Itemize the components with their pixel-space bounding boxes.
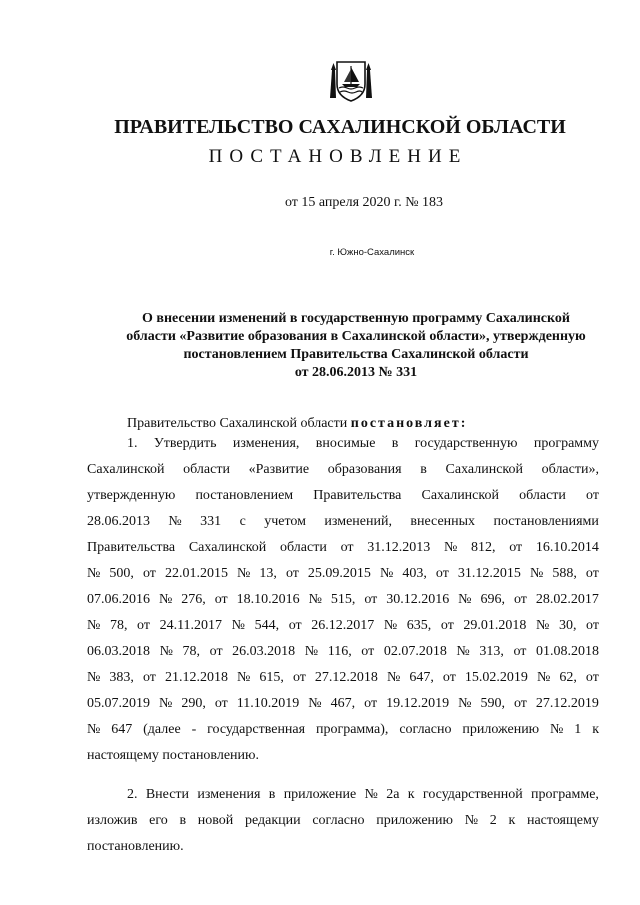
paragraph-line: Сахалинской области «Развитие образования в Сахалинской области», [87, 462, 599, 477]
paragraph-line: 28.06.2013 № 331 с учетом изменений, внесенных постановлениями [87, 514, 599, 529]
coat-of-arms-icon [328, 58, 374, 104]
paragraph-line: изложив его в новой редакции согласно приложению № 2 к настоящему [87, 813, 599, 828]
paragraph-line: 1. Утвердить изменения, вносимые в государственную программу [127, 436, 599, 451]
paragraph-line: № 78, от 24.11.2017 № 544, от 26.12.2017 № 635, от 29.01.2018 № 30, от [87, 618, 599, 633]
paragraph-line: 2. Внести изменения в приложение № 2а к государственной программе, [127, 787, 599, 802]
paragraph-1 [87, 431, 599, 769]
paragraph-line: № 500, от 22.01.2015 № 13, от 25.09.2015 № 403, от 31.12.2015 № 588, от [87, 566, 599, 581]
document-city: г. Южно-Сахалинск [329, 247, 415, 258]
resolution-intro [127, 416, 467, 432]
paragraph-line: 07.06.2016 № 276, от 18.10.2016 № 515, от 30.12.2016 № 696, от 28.02.2017 [87, 592, 599, 607]
document-subject [100, 310, 612, 382]
intro-keyword: постановляет: [350, 416, 468, 431]
paragraph-line: Правительства Сахалинской области от 31.12.2013 № 812, от 16.10.2014 [87, 540, 599, 555]
paragraph-line: настоящему постановлению. [87, 748, 259, 763]
subject-line: О внесении изменений в государственную программу Сахалинской [142, 311, 570, 326]
document-date-number: от 15 апреля 2020 г. № 183 [284, 195, 444, 210]
paragraph-2 [87, 782, 599, 860]
paragraph-line: 06.03.2018 № 78, от 26.03.2018 № 116, от 02.07.2018 № 313, от 01.08.2018 [87, 644, 599, 659]
intro-text: Правительство Сахалинской области [127, 416, 348, 431]
subject-line: постановлением Правительства Сахалинской области [183, 347, 529, 362]
paragraph-line: № 647 (далее - государственная программа), согласно приложению № 1 к [87, 722, 599, 737]
paragraph-line: постановлению. [87, 839, 184, 854]
government-title: ПРАВИТЕЛЬСТВО САХАЛИНСКОЙ ОБЛАСТИ [114, 116, 566, 138]
paragraph-line: № 383, от 21.12.2018 № 615, от 27.12.2018 № 647, от 15.02.2019 № 62, от [87, 670, 599, 685]
subject-line: области «Развитие образования в Сахалинской области», утвержденную [126, 329, 586, 344]
document-type: ПОСТАНОВЛЕНИЕ [208, 146, 468, 167]
paragraph-line: 05.07.2019 № 290, от 11.10.2019 № 467, от 19.12.2019 № 590, от 27.12.2019 [87, 696, 599, 711]
subject-line: от 28.06.2013 № 331 [294, 365, 418, 380]
paragraph-line: утвержденную постановлением Правительства Сахалинской области от [87, 488, 599, 503]
